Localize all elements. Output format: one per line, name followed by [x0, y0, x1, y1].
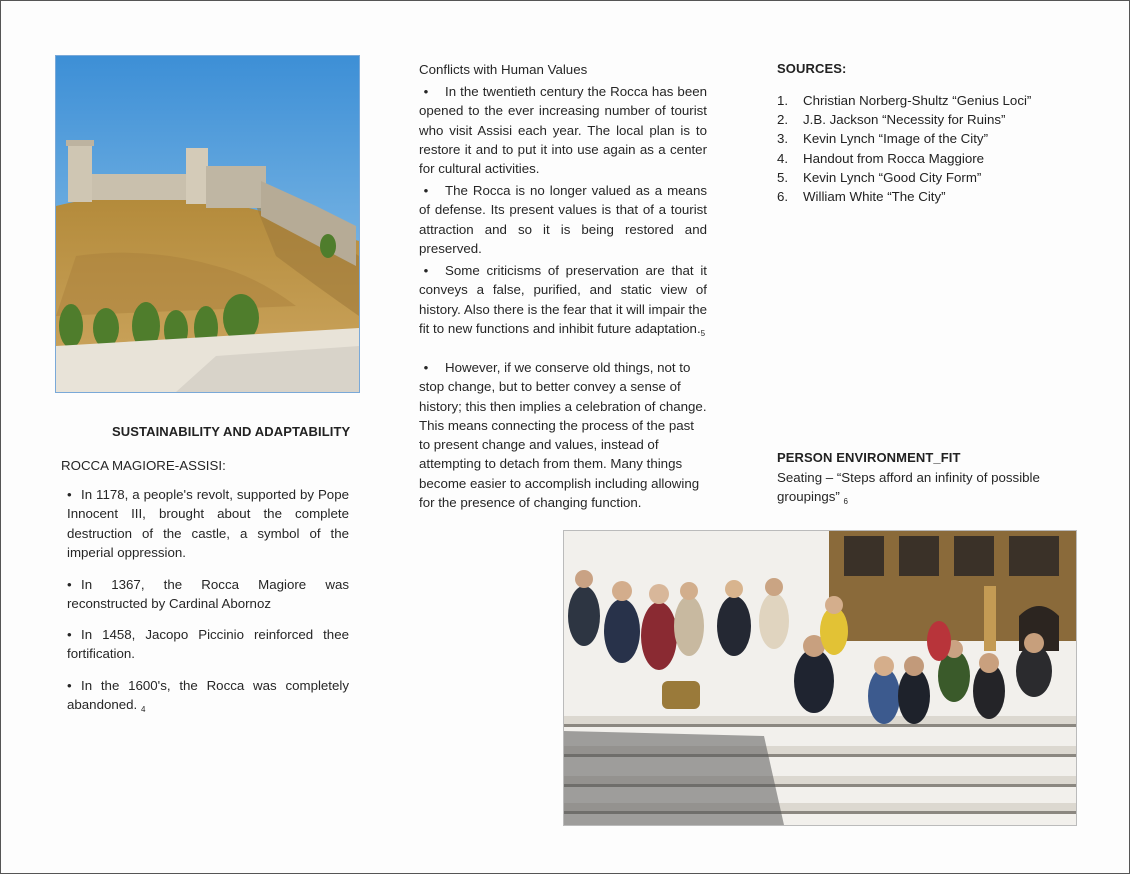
bullet-icon: • — [423, 183, 429, 198]
castle-photo — [55, 55, 360, 393]
conflicts-paragraph-3: • Some criticisms of preservation are that it conveys a false, purified, and static view of history. Also there is the fear that it will impair the fit to new functions and inhibit future $adaptation._5$ — [419, 263, 707, 338]
history-bullet-3: • In 1458, Jacopo Piccinio reinforced thee fortification. — [67, 627, 349, 662]
section-subtitle: ROCCA MAGIORE-ASSISI: — [61, 458, 226, 473]
history-bullet-2: • In 1367, the Rocca Magiore was reconstructed by Cardinal Abornoz — [67, 577, 349, 612]
conflicts-paragraph-4: • However, if we conserve old things, not to stop change, but to better convey a sense of history; this then implies a celebration of change. This means connecting the process of the past to present change and values, instead of attempting to detach from them. Many things become easier to accomplish including allowing for the presence of changing function. — [419, 360, 707, 511]
steps-photo — [563, 530, 1077, 826]
reference-number: 5 — [700, 328, 706, 338]
source-item: 4. Handout from Rocca Maggiore — [777, 150, 985, 166]
bullet-icon: • — [423, 263, 429, 278]
conflicts-paragraph-2: • The Rocca is no longer valued as a means of defense. Its present values is that of a tourist attraction and so it is being restored and preserved. — [419, 183, 707, 256]
source-item: 5. Kevin Lynch “Good City Form” — [777, 169, 982, 185]
source-item: 1. Christian Norberg-Shultz “Genius Loci” — [777, 93, 1032, 108]
reference-number: 6 — [843, 497, 848, 507]
bullet-icon: • — [423, 360, 429, 375]
history-bullet-1: • In 1178, a people's revolt, supported by Pope Innocent III, brought about the complete destruction of the castle, a symbol of the imperial oppression. — [67, 487, 349, 560]
conflicts-paragraph-1: • In the twentieth century the Rocca has been opened to the ever increasing number of tourist who visit Assisi each year. The local plan is to restore it and to put it into use again as a center for cultural activities. — [419, 84, 707, 177]
source-item: 6. William White “The City” — [777, 189, 946, 205]
pef-title: PERSON ENVIRONMENT_FIT — [777, 450, 961, 465]
sources-list — [777, 91, 1097, 206]
bullet-icon: • — [423, 84, 429, 99]
source-item: 3. Kevin Lynch “Image of the City” — [777, 131, 989, 147]
bullet-icon: • — [67, 627, 72, 642]
bullet-icon: • — [67, 678, 72, 693]
source-item: 2. J.B. Jackson “Necessity for Ruins” — [777, 112, 1006, 128]
pef-text: Seating – “Steps afford an infinity of possible groupings” $_6$ — [777, 470, 1040, 507]
reference-number: 4 — [140, 705, 146, 715]
history-bullet-4: • In the 1600's, the Rocca was completely abandoned. $_4$ — [67, 678, 349, 715]
sources-title: SOURCES: — [777, 61, 847, 76]
bullet-icon: • — [67, 487, 72, 502]
bullet-icon: • — [67, 577, 72, 592]
conflicts-title: Conflicts with Human Values — [419, 62, 588, 77]
section-title: SUSTAINABILITY AND ADAPTABILITY — [112, 424, 351, 439]
